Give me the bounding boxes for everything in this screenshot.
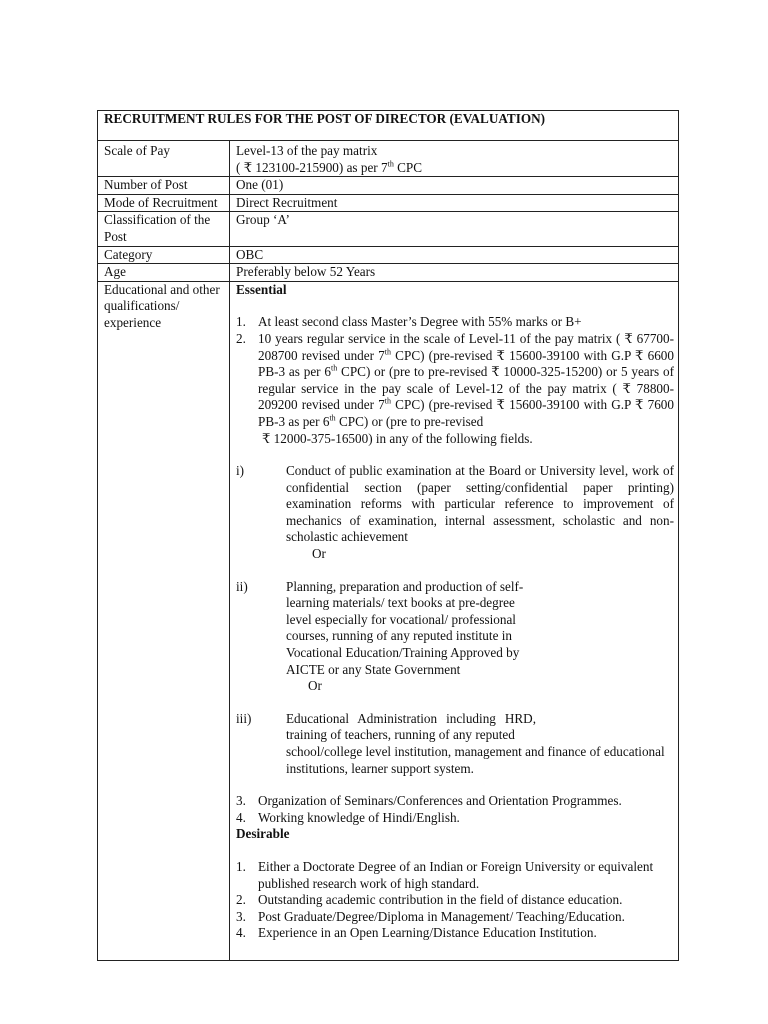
list-number: 2. (236, 892, 246, 908)
sup-1: th (384, 347, 392, 357)
sup-2: th (330, 363, 338, 373)
sup-4: th (329, 413, 336, 423)
field-text: Conduct of public examination at the Board or University level, work of confidential section (paper setting/confidential paper printing) examination reforms with particular reference to improvement of mechanics of examination, internal assessment, scholastic and non-scholastic achievement (286, 463, 674, 545)
list-item (236, 925, 674, 942)
value-category: OBC (230, 246, 679, 264)
list-item (236, 909, 674, 926)
field-text-a: Educational Administration including HRD, training of teachers, running of any reputed (286, 710, 536, 743)
label-qualifications: Educational and other qualifications/ experience (98, 281, 230, 960)
pay-range-text (236, 160, 674, 177)
desirable-heading: Desirable (236, 826, 290, 842)
field-number: ii) (236, 578, 248, 594)
list-number: 1. (236, 858, 246, 874)
value-age: Preferably below 52 Years (230, 264, 679, 282)
label-scale-of-pay: Scale of Pay (98, 141, 230, 177)
list-item (236, 331, 674, 447)
service-text-e: CPC) or (pre to pre-revised (335, 413, 484, 429)
list-text: Organization of Seminars/Conferences and Orientation Programmes. (258, 793, 622, 809)
pay-range-suffix: CPC (393, 159, 423, 175)
value-qualifications (230, 281, 679, 960)
row-qualifications (98, 281, 679, 960)
pay-range-prefix: ( ₹ 123100-215900) as per 7 (236, 159, 388, 175)
list-number: 4. (236, 809, 246, 825)
value-scale-of-pay (230, 141, 679, 177)
list-text: Working knowledge of Hindi/English. (258, 809, 460, 825)
label-age: Age (98, 264, 230, 282)
value-classification: Group ‘A’ (230, 212, 679, 246)
list-number: 2. (236, 330, 246, 346)
field-item-i (236, 463, 674, 546)
field-text-b: school/college level institution, management and finance of educational institutions, learner support system. (286, 744, 665, 776)
field-item-ii (236, 579, 674, 679)
field-item-iii (236, 711, 674, 777)
service-text-c: CPC) or (pre to pre-revised ₹ 10000-325-15200) or 5 years of regular service in the pay scale of Level-12 of the pay matrix ( ₹ 78800-209200 revised under 7 (258, 364, 674, 413)
row-number-of-post (98, 177, 679, 195)
list-number: 3. (236, 793, 246, 809)
list-number: 1. (236, 314, 246, 330)
row-category (98, 246, 679, 264)
recruitment-rules-table (97, 110, 679, 961)
pay-range-sup: th (387, 159, 394, 169)
field-text (286, 711, 674, 777)
sup-3: th (384, 396, 392, 406)
or-separator: Or (312, 546, 326, 562)
list-item (236, 859, 674, 892)
field-number: iii) (236, 710, 252, 726)
row-mode-of-recruitment (98, 194, 679, 212)
label-category: Category (98, 246, 230, 264)
list-item (236, 314, 674, 331)
row-age (98, 264, 679, 282)
service-text-a: 10 years regular service in the scale of Level-11 of the pay matrix ( ₹ 67700-208700 revised under 7 (258, 330, 674, 363)
essential-list-cont (236, 793, 674, 826)
list-text: Either a Doctorate Degree of an Indian or Foreign University or equivalent published research work of high standard. (258, 858, 654, 891)
value-mode-of-recruitment: Direct Recruitment (230, 194, 679, 212)
service-text-d: CPC) (pre-revised ₹ 15600-39100 with G.P ₹ 7600 PB-3 as per 6 (258, 397, 674, 429)
service-text-f: ₹ 12000-375-16500) in any of the following fields. (262, 430, 533, 446)
list-item (236, 810, 674, 827)
label-mode-of-recruitment: Mode of Recruitment (98, 194, 230, 212)
row-classification (98, 212, 679, 246)
list-text (258, 331, 674, 447)
row-scale-of-pay (98, 141, 679, 177)
table-title: RECRUITMENT RULES FOR THE POST OF DIRECTOR (EVALUATION) (98, 111, 679, 141)
service-text-b: CPC) (pre-revised ₹ 15600-39100 with G.P ₹ 6600 PB-3 as per 6 (258, 347, 674, 380)
pay-level-text: Level-13 of the pay matrix (236, 143, 378, 158)
essential-heading: Essential (236, 281, 287, 297)
list-number: 4. (236, 925, 246, 941)
desirable-list (236, 859, 674, 942)
field-number: i) (236, 463, 245, 479)
label-classification: Classification of the Post (98, 212, 230, 246)
list-text: At least second class Master’s Degree with 55% marks or B+ (258, 314, 582, 330)
essential-list (236, 314, 674, 447)
label-number-of-post: Number of Post (98, 177, 230, 195)
list-text: Experience in an Open Learning/Distance Education Institution. (258, 925, 597, 941)
field-text: Planning, preparation and production of self-learning materials/ text books at pre-degree level especially for vocational/ professional courses, running of any reputed institute in Vocational Education/Training Approved by AICTE or any State Government (286, 578, 524, 677)
list-item (236, 892, 674, 909)
value-number-of-post: One (01) (230, 177, 679, 195)
list-text: Post Graduate/Degree/Diploma in Management/ Teaching/Education. (258, 908, 625, 924)
list-item (236, 793, 674, 810)
list-text: Outstanding academic contribution in the field of distance education. (258, 892, 623, 908)
list-number: 3. (236, 908, 246, 924)
title-row (98, 111, 679, 141)
or-separator: Or (308, 678, 322, 694)
